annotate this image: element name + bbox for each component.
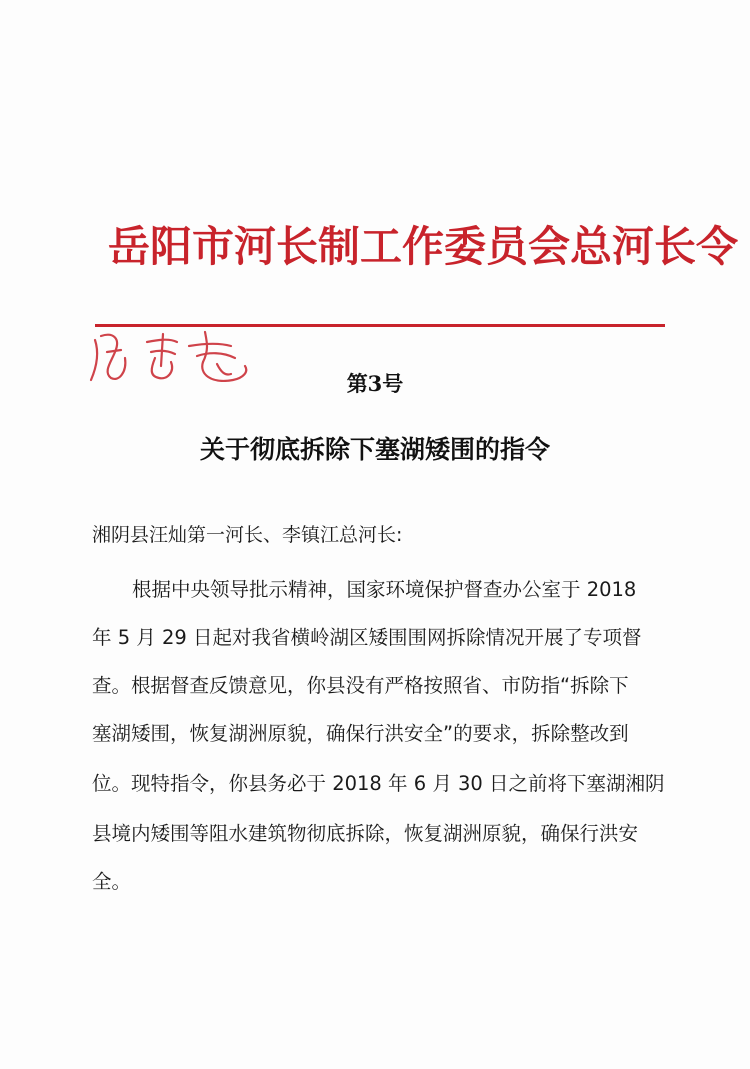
- document-title: 关于彻底拆除下塞湖矮围的指令: [199, 435, 550, 464]
- document-number: 第3号: [346, 371, 404, 396]
- document-header-title: 岳阳市河长制工作委员会总河长令: [108, 222, 739, 271]
- body-line: 县境内矮围等阻水建筑物彻底拆除，恢复湖洲原貌，确保行洪安: [92, 822, 639, 845]
- salutation: 湘阴县汪灿第一河长、李镇江总河长:: [92, 524, 403, 546]
- body-line: 位。现特指令，你县务必于 2018 年 6 月 30 日之前将下塞湖湘阴: [92, 772, 665, 795]
- body-line: 年 5 月 29 日起对我省横岭湖区矮围围网拆除情况开展了专项督: [92, 626, 642, 649]
- body-line: 塞湖矮围，恢复湖洲原貌，确保行洪安全”的要求，拆除整改到: [92, 722, 629, 745]
- body-line: 根据中央领导批示精神，国家环境保护督查办公室于 2018: [132, 578, 637, 601]
- body-line: 查。根据督查反馈意见，你县没有严格按照省、市防指“拆除下: [92, 674, 629, 697]
- body-line: 全。: [92, 870, 132, 893]
